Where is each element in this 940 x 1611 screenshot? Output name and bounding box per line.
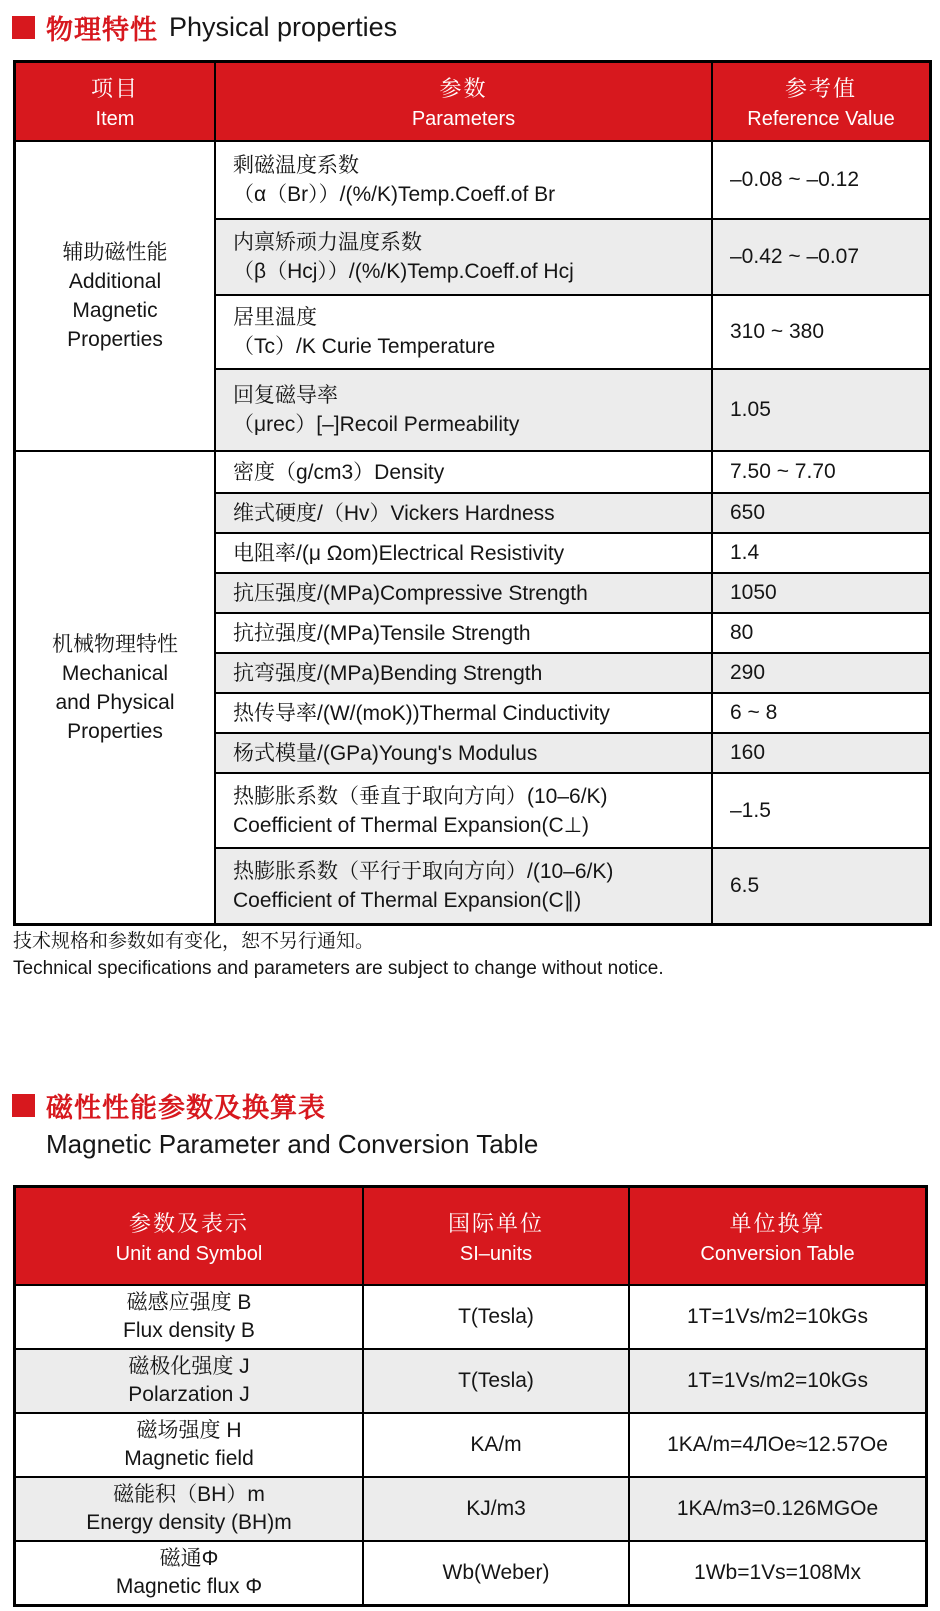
param-line: （β（Hcj））/(%/K)Temp.Coeff.of Hcj bbox=[233, 260, 574, 283]
item-line: Magnetic bbox=[72, 299, 158, 322]
conversion-cell: 1T=1Vs/m2=10kGs bbox=[687, 1369, 868, 1392]
header-unit-symbol-zh: 参数及表示 bbox=[128, 1210, 249, 1236]
param-cell bbox=[216, 220, 713, 294]
item-line: Additional bbox=[68, 270, 162, 293]
si-unit-cell: KJ/m3 bbox=[364, 1478, 630, 1540]
name-cell bbox=[16, 1542, 364, 1604]
si-unit-cell: KA/m bbox=[364, 1414, 630, 1476]
name-zh: 磁感应强度 B bbox=[126, 1291, 252, 1314]
value-cell: –1.5 bbox=[730, 798, 771, 822]
si-unit-cell: T(Tesla) bbox=[364, 1286, 630, 1348]
table-row bbox=[216, 532, 929, 572]
name-cell bbox=[16, 1414, 364, 1476]
table-row bbox=[216, 692, 929, 732]
table1-header-item bbox=[16, 63, 216, 140]
table-row bbox=[16, 1412, 925, 1476]
item-line: 机械物理特性 bbox=[52, 632, 178, 656]
table-row bbox=[16, 1476, 925, 1540]
param-line: （α（Br））/(%/K)Temp.Coeff.of Br bbox=[233, 183, 556, 206]
value-cell: 7.50 ~ 7.70 bbox=[730, 460, 836, 483]
section1-title-en: Physical properties bbox=[169, 12, 398, 42]
value-cell: 1.4 bbox=[730, 541, 760, 564]
table1-header-reference bbox=[713, 63, 929, 140]
table-row bbox=[216, 294, 929, 368]
table-row bbox=[216, 452, 929, 492]
group-item-cell bbox=[16, 142, 216, 450]
param-line: 回复磁导率 bbox=[233, 384, 338, 407]
table-row bbox=[16, 1540, 925, 1604]
name-en: Flux density B bbox=[123, 1319, 255, 1342]
table-row bbox=[216, 772, 929, 847]
param-cell bbox=[216, 694, 713, 732]
param-line: 内禀矫顽力温度系数 bbox=[233, 231, 422, 254]
name-en: Energy density (BH)m bbox=[86, 1511, 292, 1534]
param-cell bbox=[216, 734, 713, 772]
header-conversion-en: Conversion Table bbox=[700, 1242, 855, 1265]
disclaimer-note bbox=[13, 928, 664, 982]
param-cell bbox=[216, 574, 713, 612]
param-line: 杨式模量/(GPa)Young's Modulus bbox=[233, 741, 538, 765]
table1-header-row bbox=[16, 63, 929, 140]
value-cell: 310 ~ 380 bbox=[730, 320, 825, 343]
section2-title bbox=[12, 1086, 538, 1160]
section1-title-zh: 物理特性 bbox=[46, 15, 158, 45]
name-zh: 磁通Φ bbox=[159, 1547, 219, 1570]
section2-title-zh: 磁性性能参数及换算表 bbox=[46, 1093, 326, 1123]
item-line: Mechanical bbox=[61, 661, 169, 685]
name-en: Polarzation J bbox=[128, 1383, 250, 1406]
table2-header-row bbox=[16, 1188, 925, 1284]
header-si-units-zh: 国际单位 bbox=[447, 1210, 544, 1236]
si-unit-cell: Wb(Weber) bbox=[364, 1542, 630, 1604]
param-line: 抗弯强度/(MPa)Bending Strength bbox=[233, 661, 543, 685]
table-row bbox=[216, 847, 929, 923]
value-cell: 1050 bbox=[730, 581, 777, 604]
param-cell bbox=[216, 296, 713, 368]
table2-header-unit-symbol bbox=[16, 1188, 364, 1284]
table-row bbox=[216, 572, 929, 612]
name-zh: 磁场强度 H bbox=[136, 1419, 242, 1442]
header-parameters-en: Parameters bbox=[411, 108, 516, 130]
header-item-zh: 项目 bbox=[90, 76, 139, 101]
param-line: 维式硬度/（Hv）Vickers Hardness bbox=[233, 501, 555, 525]
header-conversion-zh: 单位换算 bbox=[729, 1210, 826, 1236]
param-line: 热膨胀系数（平行于取向方向）/(10–6/K) bbox=[233, 860, 614, 883]
header-unit-symbol-en: Unit and Symbol bbox=[115, 1242, 263, 1265]
table-row bbox=[216, 142, 929, 218]
name-cell bbox=[16, 1286, 364, 1348]
table-row bbox=[216, 368, 929, 450]
header-reference-zh: 参考值 bbox=[784, 76, 857, 101]
section-bullet-icon bbox=[12, 1094, 35, 1117]
param-line: Coefficient of Thermal Expansion(C⊥) bbox=[233, 813, 590, 837]
param-cell bbox=[216, 534, 713, 572]
value-cell: –0.42 ~ –0.07 bbox=[730, 245, 860, 268]
param-line: （μrec）[–]Recoil Permeability bbox=[233, 413, 520, 436]
item-line: Properties bbox=[67, 328, 163, 351]
header-item-en: Item bbox=[95, 108, 135, 130]
item-line: Properties bbox=[67, 719, 163, 743]
param-cell bbox=[216, 614, 713, 652]
name-en: Magnetic field bbox=[124, 1447, 254, 1470]
table-row bbox=[216, 492, 929, 532]
si-unit-cell: T(Tesla) bbox=[364, 1350, 630, 1412]
name-zh: 磁能积（BH）m bbox=[113, 1483, 265, 1506]
param-line: 热膨胀系数（垂直于取向方向）(10–6/K) bbox=[233, 784, 608, 808]
param-cell bbox=[216, 452, 713, 492]
table-row bbox=[216, 218, 929, 294]
group-item-cell bbox=[16, 452, 216, 923]
param-line: 电阻率/(μ Ωom)Electrical Resistivity bbox=[233, 541, 565, 565]
value-cell: 290 bbox=[730, 661, 766, 684]
name-cell bbox=[16, 1350, 364, 1412]
param-line: 剩磁温度系数 bbox=[233, 154, 359, 177]
param-cell bbox=[216, 494, 713, 532]
value-cell: 6 ~ 8 bbox=[730, 701, 778, 724]
value-cell: 80 bbox=[730, 621, 754, 644]
param-cell bbox=[216, 370, 713, 450]
name-cell bbox=[16, 1478, 364, 1540]
param-line: 密度（g/cm3）Density bbox=[233, 460, 445, 484]
param-cell bbox=[216, 654, 713, 692]
section-bullet-icon bbox=[12, 16, 35, 39]
table-row bbox=[216, 612, 929, 652]
value-cell: –0.08 ~ –0.12 bbox=[730, 168, 860, 191]
header-parameters-zh: 参数 bbox=[439, 76, 488, 101]
section2-title-en: Magnetic Parameter and Conversion Table bbox=[46, 1129, 539, 1159]
group-additional-magnetic bbox=[16, 140, 929, 450]
conversion-cell: 1T=1Vs/m2=10kGs bbox=[687, 1305, 868, 1328]
name-zh: 磁极化强度 J bbox=[128, 1355, 250, 1378]
param-line: 抗拉强度/(MPa)Tensile Strength bbox=[233, 621, 531, 645]
header-reference-en: Reference Value bbox=[747, 108, 895, 130]
disclaimer-note-en: Technical specifications and parameters are subject to change without notice. bbox=[13, 958, 664, 979]
section1-title bbox=[12, 8, 397, 47]
param-cell bbox=[216, 774, 713, 847]
table-row bbox=[216, 732, 929, 772]
table2-header-conversion bbox=[630, 1188, 925, 1284]
item-line: and Physical bbox=[55, 690, 175, 714]
param-line: 热传导率/(W/(moK))Thermal Cinductivity bbox=[233, 701, 610, 725]
param-line: 抗压强度/(MPa)Compressive Strength bbox=[233, 581, 588, 605]
table-row bbox=[16, 1284, 925, 1348]
param-line: 居里温度 bbox=[233, 306, 317, 329]
value-cell: 6.5 bbox=[730, 874, 760, 897]
value-cell: 650 bbox=[730, 501, 766, 524]
table1-header-parameters bbox=[216, 63, 713, 140]
param-cell bbox=[216, 849, 713, 923]
disclaimer-note-zh: 技术规格和参数如有变化，恕不另行通知。 bbox=[13, 931, 375, 952]
param-line: （Tc）/K Curie Temperature bbox=[233, 335, 496, 358]
name-en: Magnetic flux Φ bbox=[115, 1575, 263, 1598]
table2-header-si-units bbox=[364, 1188, 630, 1284]
item-line: 辅助磁性能 bbox=[62, 241, 168, 264]
conversion-table bbox=[13, 1185, 928, 1607]
value-cell: 160 bbox=[730, 741, 766, 764]
table-row bbox=[16, 1348, 925, 1412]
header-si-units-en: SI–units bbox=[459, 1242, 533, 1265]
param-cell bbox=[216, 142, 713, 218]
group-mechanical-physical bbox=[16, 450, 929, 923]
table-row bbox=[216, 652, 929, 692]
conversion-cell: 1KA/m3=0.126MGOe bbox=[676, 1497, 879, 1520]
conversion-cell: 1Wb=1Vs=108Mx bbox=[694, 1561, 861, 1584]
value-cell: 1.05 bbox=[730, 398, 771, 421]
physical-properties-table bbox=[13, 60, 932, 926]
conversion-cell: 1KA/m=4ЛOe≈12.57Oe bbox=[667, 1433, 888, 1456]
param-line: Coefficient of Thermal Expansion(C∥) bbox=[233, 889, 582, 912]
